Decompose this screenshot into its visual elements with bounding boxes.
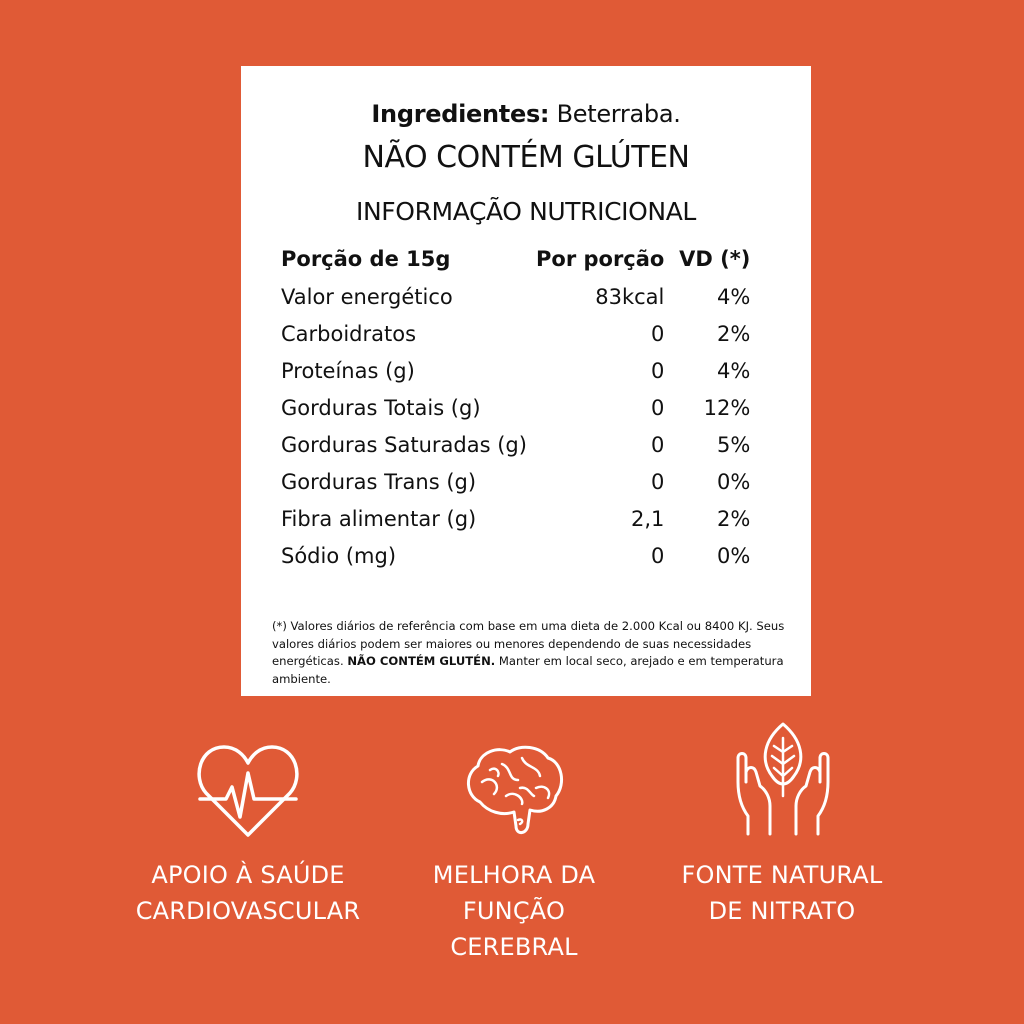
nutrient-vd: 12%: [703, 395, 751, 420]
footnote-text: (*) Valores diários de referência com base em uma dieta de 2.000 Kcal ou 8400 KJ. Seus valores diários podem ser maiores ou menores dependendo de suas necessidades energéticas.: [272, 619, 785, 668]
nutrient-name: Gorduras Saturadas (g): [281, 432, 527, 457]
nutrient-value: 0: [650, 432, 665, 457]
benefit-brain-function: [364, 845, 664, 965]
hands-leaf-icon: [734, 720, 832, 838]
nutrient-vd: 2%: [717, 506, 751, 531]
table-row: [281, 426, 750, 463]
nutrient-name: Gorduras Totais (g): [281, 395, 481, 420]
nutrient-name: Gorduras Trans (g): [281, 469, 477, 494]
column-header-per-portion: Por porção: [536, 247, 665, 271]
benefit-label: [632, 857, 932, 929]
benefit-label: [364, 857, 664, 965]
nutrient-name: Carboidratos: [281, 321, 417, 346]
table-row: [281, 315, 750, 352]
table-row: [281, 500, 750, 537]
brain-icon: [462, 744, 566, 840]
nutrient-vd: 4%: [717, 284, 751, 309]
nutrient-value: 83kcal: [595, 284, 665, 309]
ingredients-line: [241, 100, 811, 128]
footnote-storage-text: Manter em local seco, arejado e em temperatura ambiente.: [272, 654, 784, 686]
benefit-label: [98, 857, 398, 929]
benefit-label-line: FONTE NATURAL: [681, 861, 883, 889]
nutrient-name: Fibra alimentar (g): [281, 506, 477, 531]
table-row: [281, 537, 750, 574]
ingredients-heading: Ingredientes:: [371, 100, 550, 128]
nutrient-value: 0: [650, 321, 665, 346]
nutrition-title: INFORMAÇÃO NUTRICIONAL: [356, 197, 696, 226]
table-header-row: [281, 240, 750, 278]
nutrient-vd: 0%: [717, 543, 751, 568]
nutrition-label-panel: [241, 66, 811, 696]
ingredients-value: Beterraba.: [556, 100, 681, 128]
footnote: [272, 618, 792, 688]
nutrient-value: 0: [650, 543, 665, 568]
table-row: [281, 352, 750, 389]
nutrient-value: 0: [650, 469, 665, 494]
benefit-label-line: CEREBRAL: [450, 933, 578, 961]
benefit-label-line: FUNÇÃO: [462, 897, 566, 925]
nutrient-vd: 5%: [717, 432, 751, 457]
benefit-cardiovascular: [98, 845, 398, 929]
nutrient-name: Proteínas (g): [281, 358, 415, 383]
table-row: [281, 278, 750, 315]
nutrient-value: 0: [650, 395, 665, 420]
column-header-vd: VD (*): [679, 247, 751, 271]
nutrient-name: Sódio (mg): [281, 543, 397, 568]
benefit-label-line: DE NITRATO: [708, 897, 856, 925]
table-row: [281, 389, 750, 426]
benefit-natural-nitrate: [632, 845, 932, 929]
benefit-label-line: APOIO À SAÚDE: [151, 861, 345, 889]
benefit-label-line: CARDIOVASCULAR: [135, 897, 361, 925]
table-row: [281, 463, 750, 500]
nutrient-value: 2,1: [630, 506, 665, 531]
nutrient-vd: 0%: [717, 469, 751, 494]
footnote-gluten-warning: NÃO CONTÉM GLUTÉN.: [347, 654, 496, 668]
nutrient-vd: 4%: [717, 358, 751, 383]
nutrient-vd: 2%: [717, 321, 751, 346]
nutrient-name: Valor energético: [281, 284, 453, 309]
nutrient-value: 0: [650, 358, 665, 383]
heart-pulse-icon: [196, 743, 300, 838]
nutrition-table: [281, 240, 750, 574]
column-header-portion: Porção de 15g: [281, 247, 451, 271]
benefit-label-line: MELHORA DA: [432, 861, 596, 889]
gluten-notice: NÃO CONTÉM GLÚTEN: [362, 140, 690, 175]
